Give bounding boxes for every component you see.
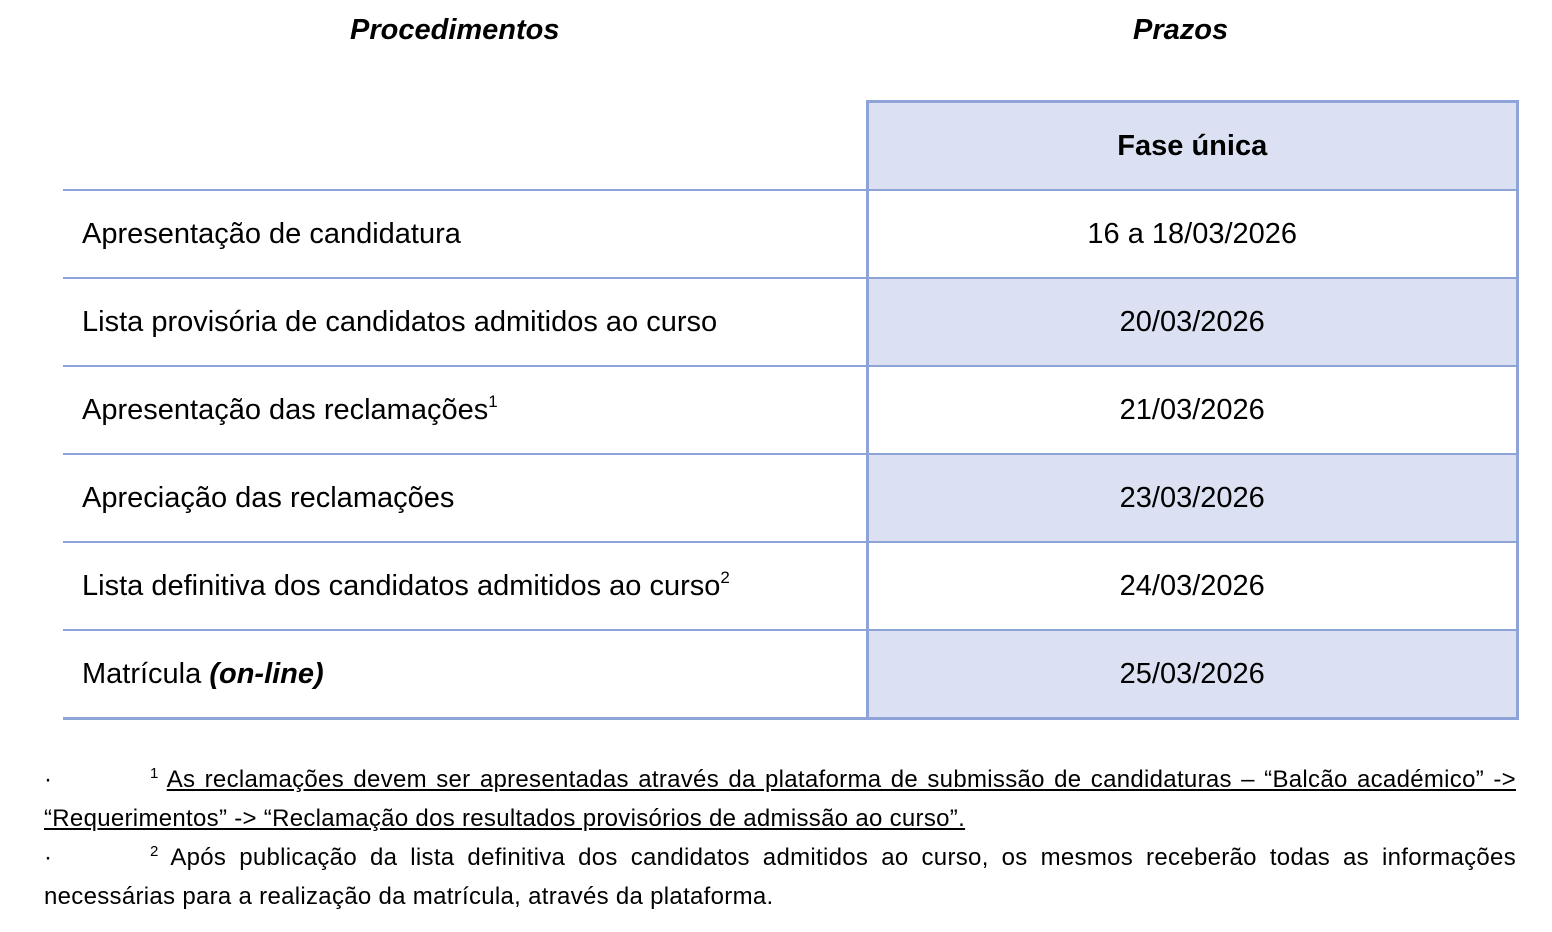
- procedure-cell: Apresentação de candidatura: [63, 190, 867, 278]
- date-cell: 25/03/2026: [867, 630, 1518, 719]
- footnote-1: [44, 760, 1516, 838]
- procedure-cell: Apreciação das reclamações: [63, 454, 867, 542]
- table-row: [63, 542, 1518, 630]
- table-row: [63, 190, 1518, 278]
- date-cell: 20/03/2026: [867, 278, 1518, 366]
- footnote-text: As reclamações devem ser apresentadas através da plataforma de submissão de candidaturas – “Balcão académico” -> “Requerimentos” -> “Reclamação dos resultados provisórios de admissão ao curso”.: [44, 766, 1516, 832]
- table-row: [63, 366, 1518, 454]
- footnotes: [44, 760, 1516, 916]
- footnote-mark: 1: [488, 391, 498, 411]
- procedure-cell: [63, 630, 867, 719]
- table-header-row: [63, 102, 1518, 191]
- procedure-cell: Lista provisória de candidatos admitidos ao curso: [63, 278, 867, 366]
- bullet-icon: ·: [44, 766, 53, 793]
- footnote-mark: 2: [720, 567, 730, 587]
- bullet-icon: ·: [44, 844, 53, 871]
- header-empty-cell: [63, 102, 867, 191]
- procedure-cell: [63, 542, 867, 630]
- date-cell: 16 a 18/03/2026: [867, 190, 1518, 278]
- schedule-table: [63, 100, 1519, 720]
- footnote-text: Após publicação da lista definitiva dos candidatos admitidos ao curso, os mesmos receberão todas as informações necessárias para a realização da matrícula, através da plataforma.: [44, 844, 1516, 910]
- procedure-emphasis: (on-line): [209, 657, 324, 690]
- procedures-heading: Procedimentos: [350, 14, 560, 46]
- procedure-text: Lista definitiva dos candidatos admitidos ao curso: [82, 569, 721, 602]
- procedure-cell: [63, 366, 867, 454]
- table-row: [63, 278, 1518, 366]
- footnote-number: 1: [150, 765, 159, 782]
- date-cell: 23/03/2026: [867, 454, 1518, 542]
- footnote-2: [44, 838, 1516, 916]
- table-row: [63, 454, 1518, 542]
- deadlines-heading: Prazos: [1133, 14, 1229, 46]
- footnote-number: 2: [150, 843, 159, 860]
- phase-header-cell: Fase única: [867, 102, 1518, 191]
- date-cell: 21/03/2026: [867, 366, 1518, 454]
- procedure-text: Matrícula: [82, 657, 210, 690]
- procedure-text: Apresentação das reclamações: [82, 393, 489, 426]
- date-cell: 24/03/2026: [867, 542, 1518, 630]
- table-row: [63, 630, 1518, 719]
